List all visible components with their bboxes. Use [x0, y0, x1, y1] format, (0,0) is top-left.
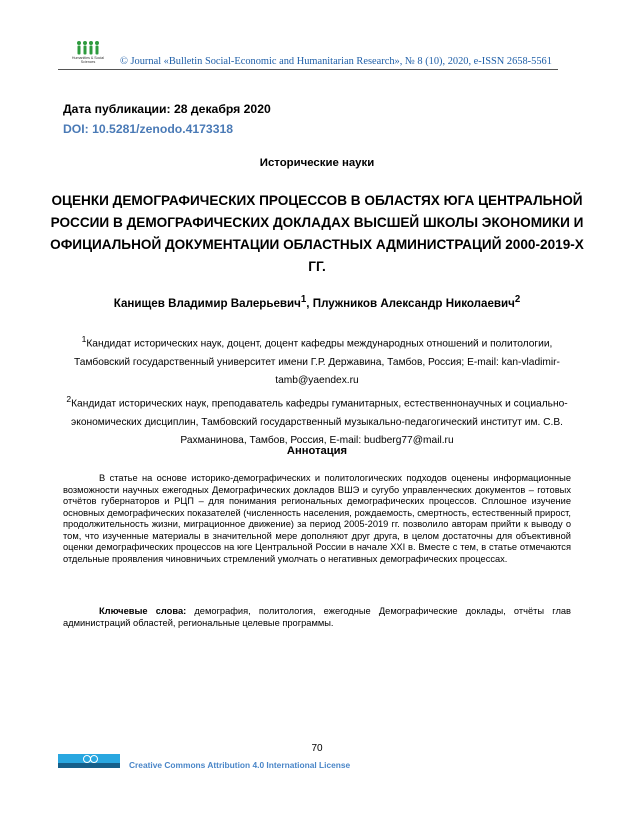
affiliations [60, 330, 574, 450]
people-logo-icon [73, 40, 103, 56]
affiliation-1-marker: 1 [81, 334, 87, 344]
abstract-text: В статье на основе историко-демографических и политологических подходов оценены информационные возможности научных ежегодных Демографических докладов ВШЭ и сугубо управленческих документов – готовых отчётов губернаторов и РЦП – для понимания региональных демографических процессов. Сплошное изучение основных демографических показателей (численность населения, рождаемость, смертность, естественный прирост, продолжительность жизни, миграционное движение) за период 2005-2019 гг. позволило авторам прийти к выводу о том, что изученные материалы в значительной мере дополняют друг друга, в целом достаточны для объективной оценки демографических процессов на юге Центральной России в начале XXI в. Вместе с тем, в статье отмечаются отдельные проявления чиновничьих стремлений умолчать о негативных демографических процессах. [63, 473, 571, 564]
header-divider [58, 69, 558, 70]
keywords-label: Ключевые слова: [99, 606, 187, 616]
affiliation-2 [60, 390, 574, 450]
author-1-marker: 1 [300, 294, 307, 305]
section-heading: Исторические науки [259, 157, 375, 169]
license-link[interactable]: Creative Commons Attribution 4.0 International License [129, 760, 351, 770]
journal-header [58, 40, 558, 70]
affiliation-1 [60, 330, 574, 390]
article-title: ОЦЕНКИ ДЕМОГРАФИЧЕСКИХ ПРОЦЕССОВ В ОБЛАСТЯХ ЮГА ЦЕНТРАЛЬНОЙ РОССИИ В ДЕМОГРАФИЧЕСКИХ ДОКЛАДАХ ВЫСШЕЙ ШКОЛЫ ЭКОНОМИКИ И ОФИЦИАЛЬНОЙ ДОКУМЕНТАЦИИ ОБЛАСТНЫХ АДМИНИСТРАЦИЙ 2000-2019-Х ГГ. [50, 193, 584, 274]
affiliation-1-text: Кандидат исторических наук, доцент, доцент кафедры международных отношений и политологии, Тамбовский государственный университет имени Г.Р. Державина, Тамбов, Россия; E-mail: kan-vladimir-tamb@yaendex.ru [74, 338, 560, 386]
author-2-marker: 2 [514, 294, 521, 305]
by-icon [90, 755, 98, 763]
keywords-text: демография, политология, ежегодные Демографические доклады, отчёты глав администраций областей, региональные целевые программы. [63, 606, 571, 628]
affiliation-2-marker: 2 [66, 394, 72, 404]
keywords [63, 606, 571, 630]
annotation-heading: Аннотация [286, 445, 348, 457]
journal-citation: © Journal «Bulletin Social-Economic and Humanitarian Research», № 8 (10), 2020, e-ISSN 2658-5561 [120, 56, 552, 67]
cc-badge-strip [58, 763, 120, 768]
journal-logo [58, 40, 118, 68]
page-number: 70 [311, 743, 323, 754]
doi-link[interactable]: DOI: 10.5281/zenodo.4173318 [63, 122, 234, 136]
authors-line [0, 294, 634, 310]
publication-date: Дата публикации: 28 декабря 2020 [63, 102, 271, 116]
cc-license-badge-icon[interactable] [58, 754, 120, 768]
logo-text-line2: Sciences [80, 60, 96, 64]
author-2: Плужников Александр Николаевич [312, 296, 515, 310]
affiliation-2-text: Кандидат исторических наук, преподаватель кафедры гуманитарных, естественнонаучных и социально-экономических дисциплин, Тамбовский государственный музыкально-педагогический институт им. С.В. Рахманинова, Тамбов, Россия, E-mail: budberg77@mail.ru [71, 398, 568, 446]
authors-separator: , [306, 296, 313, 310]
author-1: Канищев Владимир Валерьевич [113, 296, 301, 310]
logo-text-line1: Humanities & Social [71, 56, 105, 60]
